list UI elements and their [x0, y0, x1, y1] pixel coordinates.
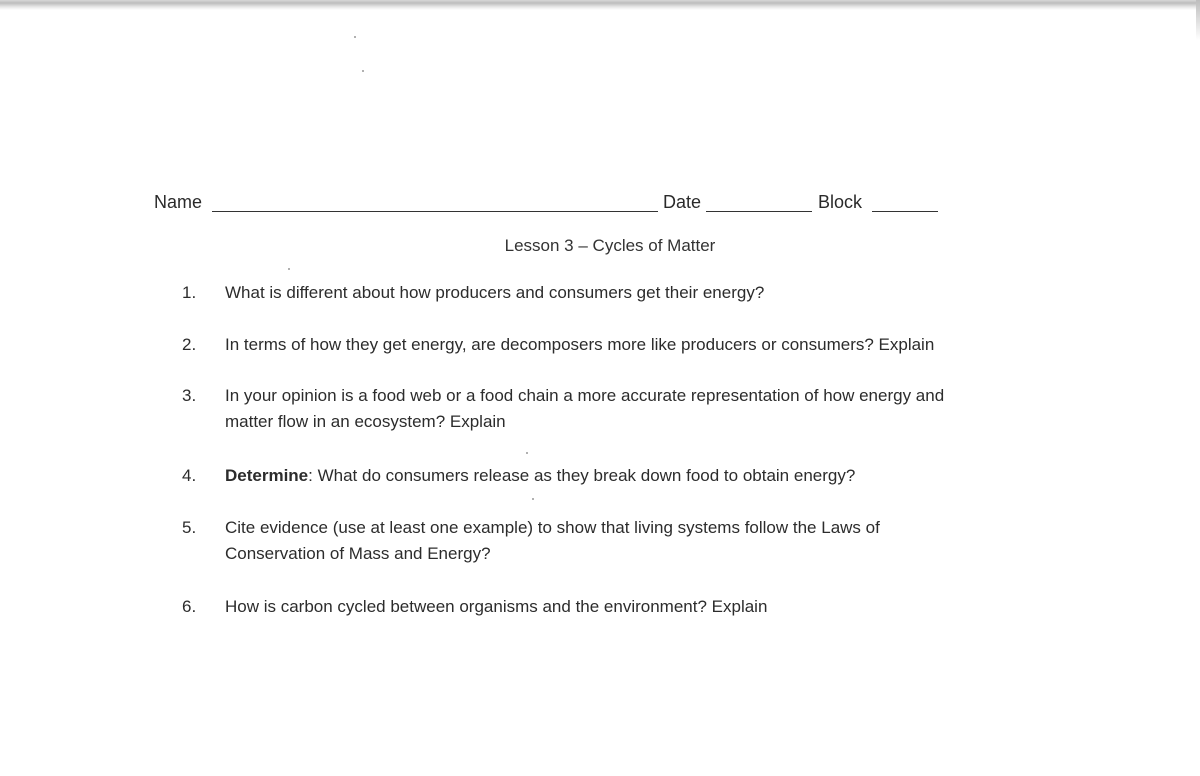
name-blank[interactable] [212, 211, 658, 212]
question-text-continued: Conservation of Mass and Energy? [225, 544, 491, 563]
date-label: Date [663, 192, 702, 212]
block-blank[interactable] [872, 211, 938, 212]
scan-speck [288, 268, 290, 270]
page-title: Lesson 3 – Cycles of Matter [504, 236, 716, 255]
question-text: In your opinion is a food web or a food chain a more accurate representation of how energy and [225, 386, 945, 405]
question-text [225, 463, 1085, 489]
scan-edge-shadow [0, 0, 1200, 10]
question-number: 4. [182, 466, 197, 485]
question-number: 1. [182, 283, 197, 302]
scan-edge-shadow-right [1196, 0, 1200, 40]
question-text-continued: matter flow in an ecosystem? Explain [225, 412, 506, 431]
question-number: 5. [182, 518, 197, 537]
question-bold-prefix: Determine [225, 466, 309, 485]
question-text: How is carbon cycled between organisms and the environment? Explain [225, 597, 768, 616]
scan-speck [526, 452, 528, 454]
question-number: 6. [182, 597, 197, 616]
question-number: 3. [182, 386, 197, 405]
question-text: Cite evidence (use at least one example) to show that living systems follow the Laws of [225, 518, 880, 537]
worksheet-header [154, 190, 944, 218]
block-label: Block [818, 192, 863, 212]
scan-speck [532, 498, 534, 500]
scan-speck [354, 36, 356, 38]
question-text-rest: : What do consumers release as they break down food to obtain energy? [308, 466, 856, 485]
question-text: What is different about how producers and consumers get their energy? [225, 283, 765, 302]
scan-speck [362, 70, 364, 72]
name-label: Name [154, 192, 203, 212]
question-text: In terms of how they get energy, are decomposers more like producers or consumers? Explain [225, 335, 935, 354]
date-blank[interactable] [706, 211, 812, 212]
question-number: 2. [182, 335, 197, 354]
